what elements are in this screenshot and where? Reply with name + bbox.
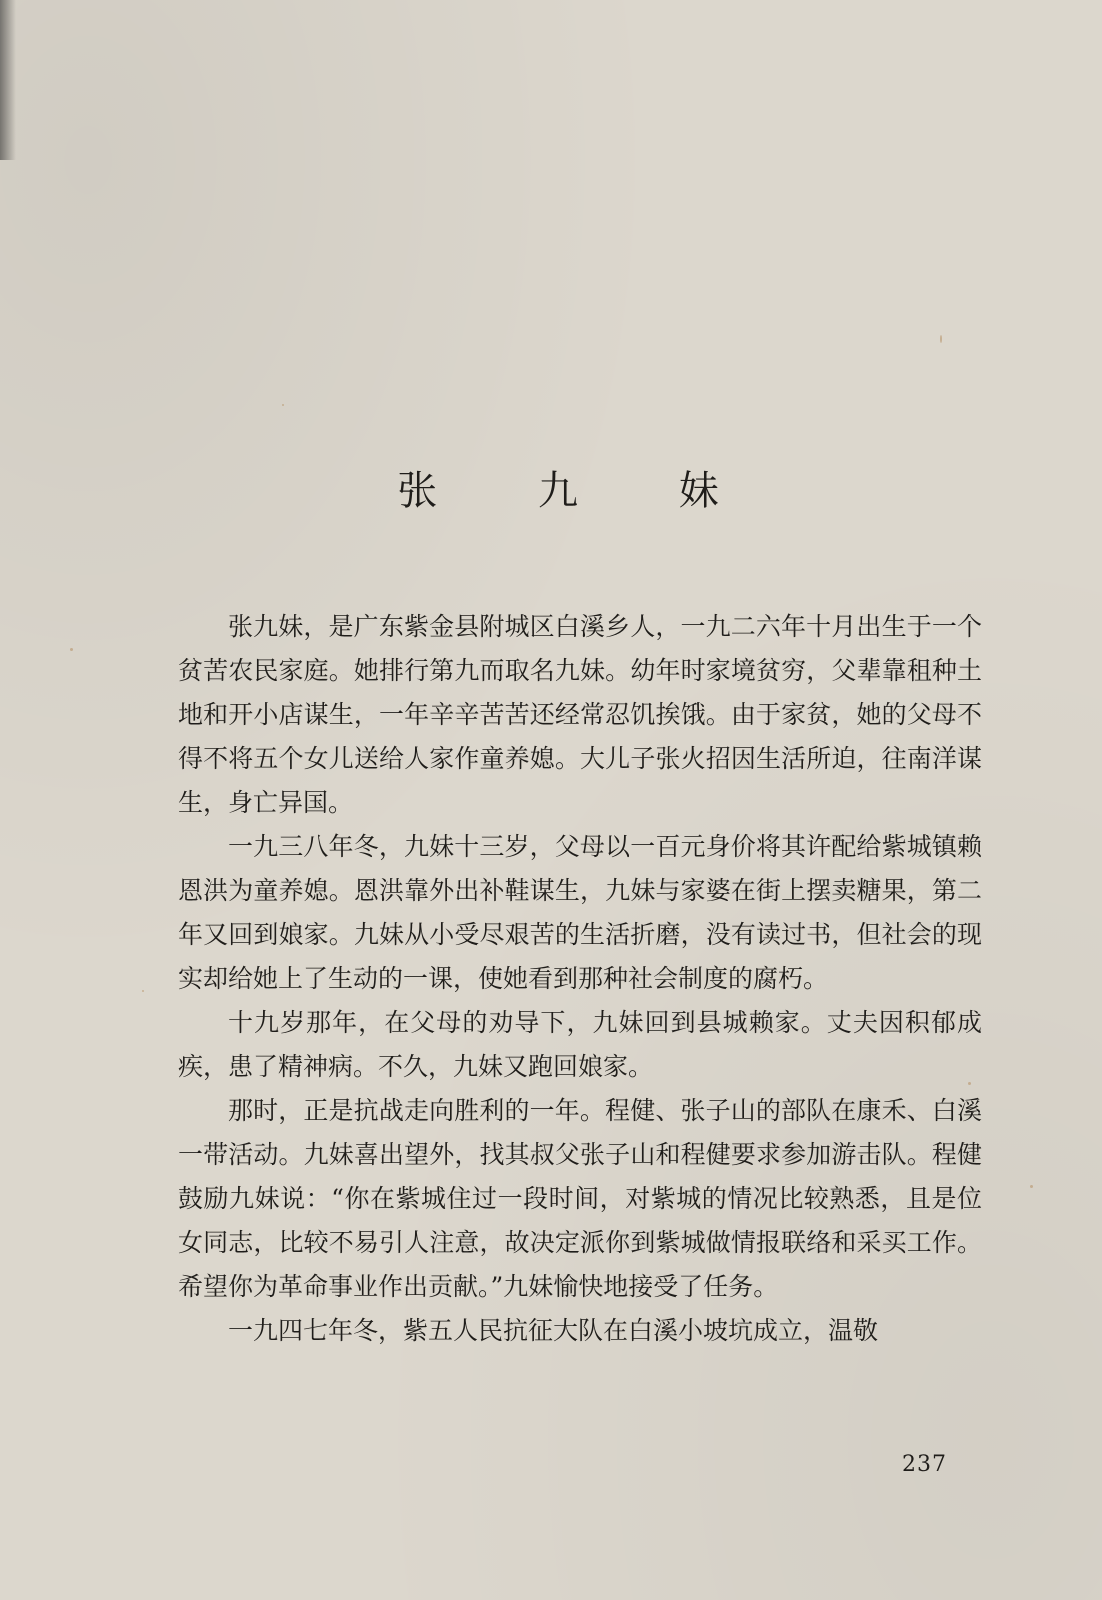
paragraph: 张九妹，是广东紫金县附城区白溪乡人，一九二六年十月出生于一个贫苦农民家庭。她排行第九而取名九妹。幼年时家境贫穷，父辈靠租种土地和开小店谋生，一年辛辛苦苦还经常忍饥挨饿。由于家贫，她的父母不得不将五个女儿送给人家作童养媳。大儿子张火招因生活所迫，往南洋谋生，身亡异国。 — [178, 612, 982, 817]
paragraph: 十九岁那年，在父母的劝导下，九妹回到县城赖家。丈夫因积郁成疾，患了精神病。不久，九妹又跑回娘家。 — [178, 1008, 982, 1081]
paragraph: 一九三八年冬，九妹十三岁，父母以一百元身价将其许配给紫城镇赖恩洪为童养媳。恩洪靠外出补鞋谋生，九妹与家婆在街上摆卖糖果，第二年又回到娘家。九妹从小受尽艰苦的生活折磨，没有读过书，但社会的现实却给她上了生动的一课，使她看到那种社会制度的腐朽。 — [178, 832, 982, 993]
page-number: 237 — [902, 1452, 947, 1477]
chapter-title: 张 九 妹 — [397, 467, 763, 514]
paper-fleck — [940, 335, 942, 343]
paper-fleck — [70, 648, 73, 651]
paper-fleck — [142, 990, 144, 992]
page-edge-shadow — [0, 0, 16, 160]
paragraph: 一九四七年冬，紫五人民抗征大队在白溪小坡坑成立，温敬 — [228, 1316, 879, 1345]
paper-fleck — [282, 404, 284, 406]
article-body — [178, 605, 982, 1353]
paper-fleck — [1030, 1185, 1033, 1188]
paragraph: 那时，正是抗战走向胜利的一年。程健、张子山的部队在康禾、白溪一带活动。九妹喜出望外，找其叔父张子山和程健要求参加游击队。程健鼓励九妹说：“你在紫城住过一段时间，对紫城的情况比较熟悉，且是位女同志，比较不易引人注意，故决定派你到紫城做情报联络和采买工作。希望你为革命事业作出贡献。”九妹愉快地接受了任务。 — [178, 1096, 982, 1301]
